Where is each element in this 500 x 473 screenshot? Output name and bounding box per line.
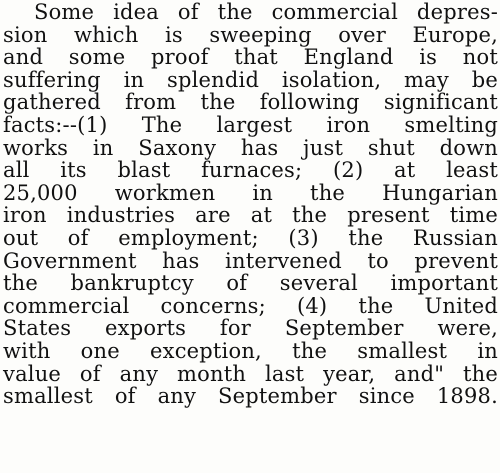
text-line: smallest of any September since 1898. [3,384,498,409]
text-line: suffering in splendid isolation, may be [3,67,498,92]
text-line: out of employment; (3) the Russian [3,225,498,250]
text-line: and some proof that England is not [3,45,498,70]
text-line: Some idea of the commercial depres- [34,0,498,24]
text-line: States exports for September were, [3,316,498,341]
text-line: iron industries are at the present time [3,203,498,228]
text-line: gathered from the following significant [3,90,498,115]
text-line: facts:--(1) The largest iron smelting [3,112,498,137]
article-paragraph [3,1,498,408]
text-line: 25,000 workmen in the Hungarian [3,180,498,205]
text-line: Government has intervened to prevent [3,248,498,273]
text-line: value of any month last year, and" the [3,361,498,386]
text-line: all its blast furnaces; (2) at least [3,158,498,183]
text-line: the bankruptcy of several important [3,271,498,296]
text-line: commercial concerns; (4) the United [3,293,498,318]
text-line: works in Saxony has just shut down [3,135,498,160]
text-line: sion which is sweeping over Europe, [3,22,498,47]
text-line: with one exception, the smallest in [3,338,498,363]
